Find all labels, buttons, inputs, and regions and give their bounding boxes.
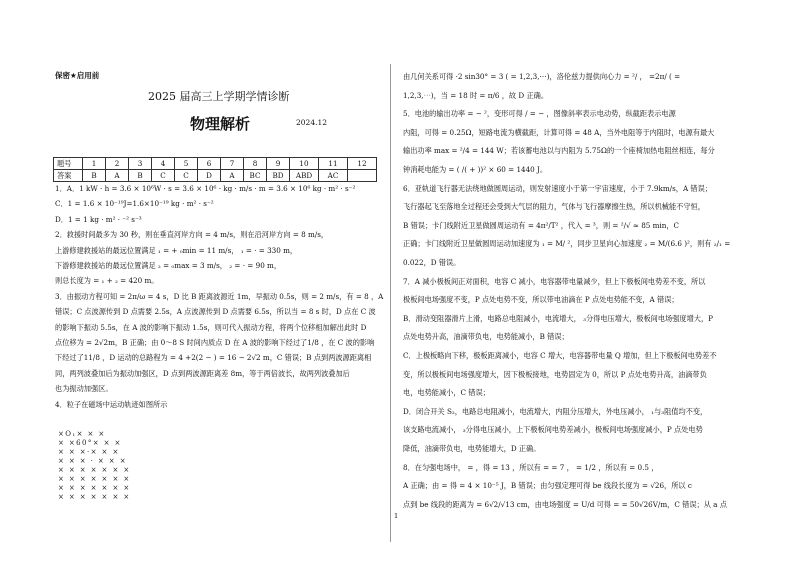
answer-cell: D (198, 170, 221, 182)
field-row: × ×60°× × × (58, 439, 122, 447)
text-line: 1,2,3,⋯)，当 = 18 时 = π/6 ，故 D 正确。 (403, 90, 549, 100)
text-line: 点到 be 线段的距离为 = 6√2/√13 cm，由电场强度 = U/d 可得 = = 50√26V/m，C 错误；从 a 点 (403, 499, 727, 509)
text-line: 同，两列波叠加后为振动加强区，D 点到两波源距离差 8m，等于两倍波长，故两列波叠加后 (55, 368, 350, 378)
answer-cell: A (106, 170, 129, 182)
question-number: 4 (152, 158, 175, 170)
page-subtitle: 物理解析 (190, 115, 251, 133)
text-line: 钟消耗电能为 = ( /( + ))² × 60 = 1440 J。 (403, 165, 548, 174)
text-line: 内阻，可得 = 0.25Ω，短路电流为横截距，计算可得 = 48 A，当外电阻等于内阻时，电源有最大 (403, 127, 715, 137)
text-line: 7．A 减小极板间正对面积，电容 C 减小，电容器带电量减少，但上下极板间电势差不变，所以 (403, 276, 706, 286)
question-number: 6 (198, 158, 221, 170)
answer-cell-empty (348, 170, 377, 182)
answer-table-answer-row (54, 170, 377, 182)
text-line: B 错误；卡门线附近卫星做圆周运动有 = 4π²/T² ，代入 = ³，则 = ²/√ ≈ 85 min，C (403, 220, 680, 230)
text-line: 点位移为 = 2√2m，B 正确；由 0～8 S 时间内质点 D 在 A 波的影响下经过了1/8 ，在 C 波的影响 (55, 338, 375, 347)
text-line: 极板间电场强度不变，P 点处电势不变，所以带电油滴在 P 点处电势能不变，A 错误； (403, 295, 679, 305)
question-number: 7 (221, 158, 244, 170)
answer-cell: BD (267, 170, 290, 182)
question-number: 3 (129, 158, 152, 170)
answer-table (53, 157, 377, 182)
text-line: C．上极板略向下移，极板距离减小，电容 C 增大，电容器带电量 Q 增加，但上下极板间电势差不 (403, 351, 717, 360)
text-line: 0.022，D 错误。 (403, 258, 461, 267)
field-row: × × × × × × × (58, 484, 131, 492)
exam-date: 2024.12 (296, 118, 328, 127)
question-number: 2 (106, 158, 129, 170)
text-line: 下游修建救援站的最远位置满足 ₂ = ₀max = 3 m/s， ₂ = · = 90 m， (55, 261, 282, 270)
question-number: 12 (348, 158, 377, 170)
text-line: D．闭合开关 S₂，电路总电阻减小，电流增大，内阻分压增大，外电压减小， ₁与₃阻值均不变， (403, 406, 708, 416)
question-number: 1 (83, 158, 106, 170)
field-row: ×O₁× × × (58, 430, 106, 438)
text-line: 2．救援时间最多为 30 秒，则在垂直河岸方向 = 4 m/s，则在沿河岸方向 = 8 m/s， (55, 230, 329, 240)
text-line: 的影响下振动 5.5s，在 A 波的影响下振动 1.5s，则可代入振动方程，将两个位移相加解出此时 D (55, 322, 367, 332)
column-divider (390, 64, 391, 542)
question-number: 10 (290, 158, 319, 170)
question-number: 8 (244, 158, 267, 170)
answer-cell: ABD (290, 170, 319, 182)
text-line: C．1 = 1.6 × 10⁻¹⁹J=1.6×10⁻¹⁹ kg · m² · s⁻² (55, 199, 214, 209)
text-line: 飞行器起飞至落地全过程还会受到大气层的阻力，气体与飞行器摩擦生热，所以机械能不守恒， (403, 202, 705, 212)
text-line: 降低，油滴带负电，电势能增大，D 正确。 (403, 444, 541, 453)
page-title: 2025 届高三上学期学情诊断 (148, 90, 290, 103)
text-line: 正确；卡门线附近卫星做圆周运动加速度为 ₁ = M/ ²，同步卫星向心加速度 ₂ = M/(6.6 )²，则有 ₂/₁ = (403, 239, 731, 249)
page-number: 1 (394, 512, 399, 520)
answer-cell: A (221, 170, 244, 182)
text-line: B．滑动变阻器滑片上滑，电路总电阻减小，电流增大， ₃分得电压增大，极板间电场强度增大，P (403, 313, 713, 323)
question-number: 5 (175, 158, 198, 170)
text-line: 由几何关系可得 ·2 sin30° = 3 ( = 1,2,3,⋯)，洛伦兹力提供向心力 = ²/ ， =2π/ ( = (403, 72, 681, 81)
question-number: 11 (319, 158, 348, 170)
text-line: A 正确；由 = 得 = 4 × 10⁻⁵ J，B 错误；由匀强定理可得 be 线段长度为 = √26，所以 c (403, 481, 692, 491)
text-line: 则总长度为 = ₁ + ₂ = 420 m。 (55, 276, 159, 286)
confidential-mark: 保密★启用前 (55, 71, 100, 80)
row-label: 题号 (54, 158, 83, 170)
question-number: 9 (267, 158, 290, 170)
field-row: × × × × × × × (58, 493, 131, 501)
text-line: 6．亚轨道飞行器无法绕地做圆周运动，则发射速度小于第一宇宙速度，小于 7.9km/s，A 错误； (403, 183, 712, 193)
magnetic-field-figure (58, 430, 168, 510)
text-line: 输出功率 max = ²/4 = 144 W；若该蓄电池以与内阻为 5.75Ω的一个座椅加热电阻丝相连，每分 (403, 146, 715, 156)
answer-cell: C (152, 170, 175, 182)
text-line: 电，电势能减小，C 错误； (403, 388, 490, 398)
field-row: × × ×·× × × (58, 448, 120, 456)
answer-cell: B (83, 170, 106, 182)
text-line: 1．A．1 kW · h = 3.6 × 10⁶W · s = 3.6 × 10⁶ · kg · m/s · m = 3.6 × 10⁶ kg · m² · s⁻² (55, 184, 356, 193)
text-line: 点处电势升高，油滴带负电，电势能减小，B 错误； (403, 332, 569, 342)
text-line: 错误；C 点波源传到 D 点需要 2.5s，A 点波源传到 D 点需要 6.5s，所以当 = 8 s 时，D 点在 C 波 (55, 307, 376, 317)
answer-cell: C (175, 170, 198, 182)
text-line: 8．在匀强电场中， = ，得 = 13 ，所以有 = = 7 ， = 1/2 ，所以有 = 0.5 ， (403, 462, 659, 472)
answer-cell: BC (244, 170, 267, 182)
answer-cell: B (129, 170, 152, 182)
row-label: 答案 (54, 170, 83, 182)
text-line: 5．电池的输出功率 = − ²，变形可得 / = − ，图像斜率表示电动势，纵截距表示电源 (403, 109, 676, 119)
answer-table-number-row (54, 158, 377, 170)
field-row: × × × × × × × (58, 475, 131, 483)
text-line: 3．由振动方程可知 = 2π/ω = 4 s，D 比 B 距离波源近 1m，早振动 0.5s，则 = 2 m/s，有 = 8 ，A (55, 291, 384, 301)
text-line: 也为振动加强区。 (55, 384, 113, 394)
field-row: × × × · × × × (58, 457, 127, 465)
text-line: 4．粒子在磁场中运动轨迹如图所示 (55, 399, 168, 409)
text-line: 上游修建救援站的最远位置满足 ₁ = + ₀min = 11 m/s， ₁ = · = 330 m， (55, 245, 298, 255)
text-line: 该支路电流减小， ₃分得电压减小，上下极板间电势差减小，极板间电场强度减小，P 点处电势 (403, 425, 703, 435)
text-line: 变，所以极板间电场强度增大，因下极板接地，电势固定为 0，所以 P 点处电势升高，油滴带负 (403, 369, 707, 379)
text-line: 下经过了11/8 ，D 运动的总路程为 = 4 +2(2 − ) = 16 − 2√2 m，C 错误；B 点到两波源距离相 (55, 353, 372, 363)
answer-cell: AC (319, 170, 348, 182)
text-line: D．1 = 1 kg · m² · ⁻² s⁻³ (55, 214, 142, 224)
field-row: × × × × × × × (58, 466, 131, 474)
